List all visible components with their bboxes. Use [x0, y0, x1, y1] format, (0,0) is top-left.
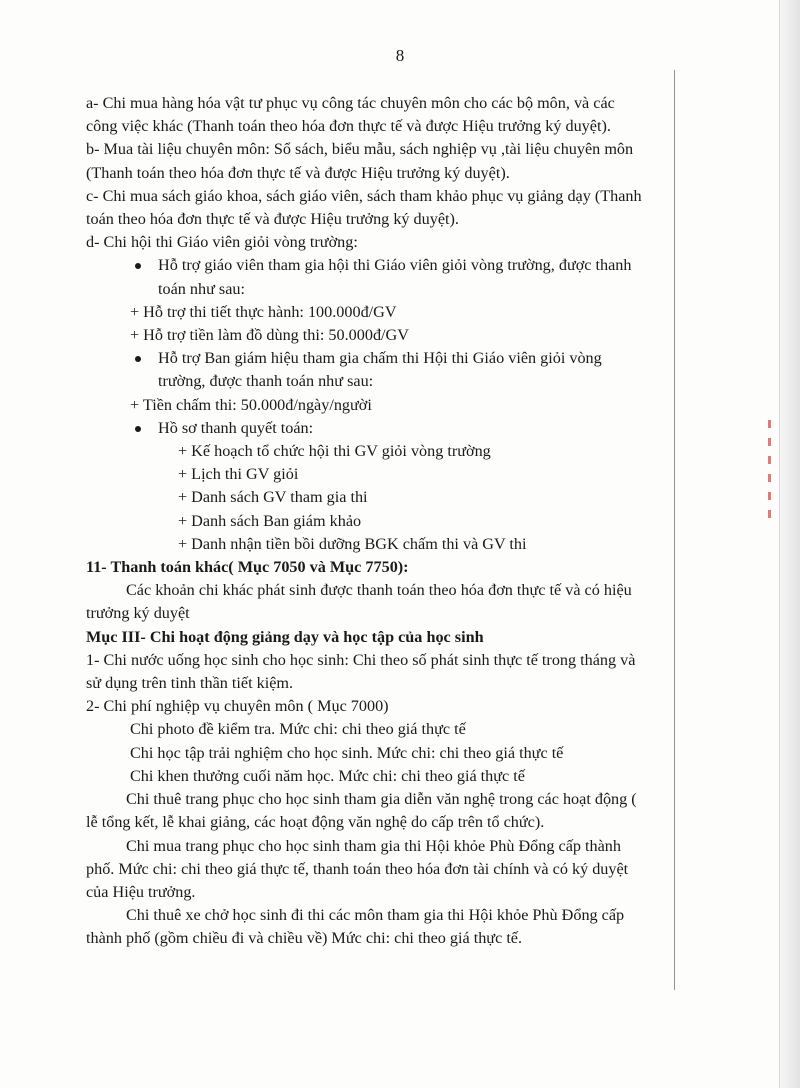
- plus-item: + Tiền chấm thi: 50.000đ/ngày/người: [130, 395, 372, 414]
- item-1-line1: 1- Chi nước uống học sinh cho học sinh: Chi theo số phát sinh thực tế trong tháng và: [86, 650, 636, 669]
- item-2-para-cont: thành phố (gồm chiều đi và chiều về) Mức chi: chi theo giá thực tế.: [86, 929, 523, 948]
- bullet-text-cont: toán như sau:: [158, 279, 245, 298]
- sub-item: + Danh sách Ban giám khảo: [178, 511, 362, 530]
- plus-item: + Hỗ trợ tiền làm đồ dùng thi: 50.000đ/GV: [130, 326, 409, 345]
- bullet-item: [86, 417, 722, 440]
- margin-red-marks: [768, 420, 782, 550]
- para-b-line1: b- Mua tài liệu chuyên môn: Sổ sách, biểu mẫu, sách nghiệp vụ ,tài liệu chuyên môn: [86, 140, 634, 159]
- para-c-line2: toán theo hóa đơn thực tế và được Hiệu trưởng ký duyệt).: [86, 210, 459, 229]
- sub-item: + Danh nhận tiền bồi dưỡng BGK chấm thi và GV thi: [178, 534, 527, 553]
- item-2-line: Chi khen thưởng cuối năm học. Mức chi: chi theo giá thực tế: [130, 766, 525, 785]
- item-2-para-cont: lễ tổng kết, lễ khai giảng, các hoạt động văn nghệ do cấp trên tổ chức).: [86, 813, 545, 832]
- bullet-dot-icon: [135, 426, 141, 432]
- bullet-dot-icon: [135, 356, 141, 362]
- sub-item: + Danh sách GV tham gia thi: [178, 488, 368, 507]
- bullet-item: [86, 347, 722, 370]
- item-1-line2: sử dụng trên tinh thần tiết kiệm.: [86, 674, 294, 693]
- item-2-para-cont: phố. Mức chi: chi theo giá thực tế, thanh toán theo hóa đơn tài chính và có ký duyệt: [86, 859, 629, 878]
- sub-item: + Kế hoạch tổ chức hội thi GV giỏi vòng trường: [178, 442, 491, 461]
- section-iii-heading: Mục III- Chi hoạt động giảng dạy và học tập của học sinh: [86, 627, 484, 646]
- item-2-line: Chi học tập trải nghiệm cho học sinh. Mức chi: chi theo giá thực tế: [130, 743, 564, 762]
- bullet-text-cont: trường, được thanh toán như sau:: [158, 372, 374, 391]
- para-c-line1: c- Chi mua sách giáo khoa, sách giáo viên, sách tham khảo phục vụ giảng dạy (Thanh: [86, 186, 642, 205]
- bullet-dot-icon: [135, 263, 141, 269]
- item-2-para: Chi thuê xe chở học sinh đi thi các môn tham gia thi Hội khỏe Phù Đổng cấp: [126, 906, 625, 925]
- section-11-heading: 11- Thanh toán khác( Mục 7050 và Mục 7750):: [86, 558, 409, 577]
- document-body: [86, 92, 722, 951]
- page-number: 8: [395, 46, 405, 65]
- item-2-para: Chi mua trang phục cho học sinh tham gia thi Hội khỏe Phù Đổng cấp thành: [126, 836, 621, 855]
- para-b-line2: (Thanh toán theo hóa đơn thực tế và được Hiệu trưởng ký duyệt).: [86, 163, 510, 182]
- item-2-line: Chi photo đề kiểm tra. Mức chi: chi theo giá thực tế: [130, 720, 466, 739]
- bullet-text: Hỗ trợ giáo viên tham gia hội thi Giáo viên giỏi vòng trường, được thanh: [158, 256, 632, 275]
- item-2-para: Chi thuê trang phục cho học sinh tham gia diễn văn nghệ trong các hoạt động (: [126, 790, 637, 809]
- item-2-para-cont: của Hiệu trưởng.: [86, 882, 196, 901]
- item-2-heading: 2- Chi phí nghiệp vụ chuyên môn ( Mục 7000): [86, 697, 389, 716]
- scan-edge: [779, 0, 800, 1088]
- sub-item: + Lịch thi GV giỏi: [178, 465, 299, 484]
- para-a-line1: a- Chi mua hàng hóa vật tư phục vụ công tác chuyên môn cho các bộ môn, và các: [86, 94, 615, 112]
- para-a-line2: công việc khác (Thanh toán theo hóa đơn thực tế và được Hiệu trưởng ký duyệt).: [86, 117, 611, 136]
- para-d-heading: d- Chi hội thi Giáo viên giỏi vòng trường:: [86, 233, 358, 252]
- bullet-item: [86, 254, 722, 277]
- bullet-text: Hỗ trợ Ban giám hiệu tham gia chấm thi Hội thi Giáo viên giỏi vòng: [158, 349, 602, 368]
- section-11-text-cont: trưởng ký duyệt: [86, 604, 190, 623]
- plus-item: + Hỗ trợ thi tiết thực hành: 100.000đ/GV: [130, 302, 397, 321]
- bullet-text: Hồ sơ thanh quyết toán:: [158, 418, 314, 437]
- section-11-text: Các khoản chi khác phát sinh được thanh toán theo hóa đơn thực tế và có hiệu: [126, 581, 632, 600]
